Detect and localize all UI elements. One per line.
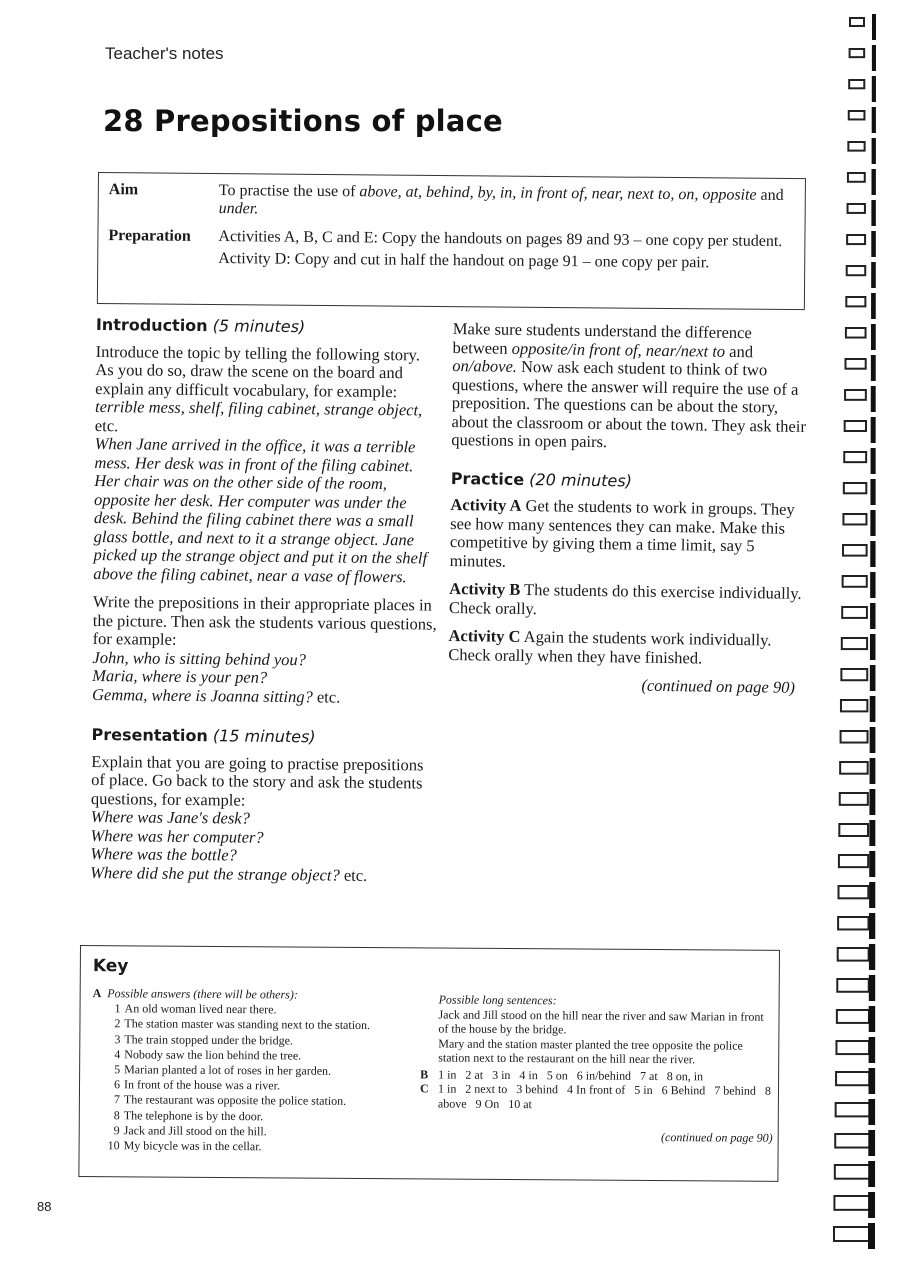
activity-c xyxy=(448,627,803,669)
binding-wire xyxy=(868,1130,875,1156)
key-continued-note: (continued on page 90) xyxy=(660,1130,773,1145)
key-a-item xyxy=(92,1138,442,1156)
introduction-heading-text: Introduction xyxy=(95,315,208,336)
introduction-duration: (5 minutes) xyxy=(212,316,306,337)
binding-ring xyxy=(849,80,864,88)
key-c-letter: C xyxy=(419,1081,429,1096)
question-line xyxy=(90,863,435,885)
key-a-item-text: The station master was standing next to the station. xyxy=(124,1016,371,1033)
key-a-item-number: 9 xyxy=(113,1123,120,1138)
presentation-paragraph xyxy=(90,752,436,885)
binding-ring xyxy=(839,855,868,867)
aim-text-plain: To practise the use of xyxy=(218,182,360,201)
binding-ring xyxy=(844,452,866,462)
practice-heading xyxy=(451,469,806,492)
binding-ring xyxy=(836,1072,869,1085)
presentation-duration: (15 minutes) xyxy=(212,726,316,747)
binding-ring xyxy=(848,204,865,213)
introduction-vocabulary: terrible mess, shelf, filing cabinet, strange object, xyxy=(94,396,423,420)
practice-heading-text: Practice xyxy=(450,468,525,489)
binding-ring xyxy=(844,483,866,493)
binding-wire xyxy=(872,76,876,102)
introduction-etc: etc. xyxy=(94,415,119,435)
binding-ring xyxy=(848,142,864,151)
binding-ring xyxy=(835,1165,870,1179)
key-a-letter: A xyxy=(92,986,102,1001)
presentation-text: Explain that you are going to practise prepositions of place. Go back to the story and ask the students questions, for example: xyxy=(90,751,424,810)
binding-ring xyxy=(842,638,867,649)
aim-label: Aim xyxy=(108,181,139,199)
key-a-item-number: 5 xyxy=(114,1062,121,1077)
presentation-heading xyxy=(92,726,437,748)
key-a-item-text: The train stopped under the bridge. xyxy=(124,1031,294,1048)
binding-wire xyxy=(869,851,875,877)
binding-ring xyxy=(845,359,865,369)
key-a-item-text: Nobody saw the lion behind the tree. xyxy=(124,1047,302,1063)
preparation-row xyxy=(108,227,799,303)
binding-wire xyxy=(869,789,875,815)
intro-continued-text: Make sure students understand the difference between xyxy=(452,319,752,358)
key-a-item-number: 4 xyxy=(114,1047,121,1062)
running-header: Teacher's notes xyxy=(105,44,224,63)
binding-ring xyxy=(839,886,869,898)
binding-wire xyxy=(868,1161,875,1187)
key-a-item-text: In front of the house was a river. xyxy=(123,1077,281,1093)
binding-ring xyxy=(846,328,866,338)
binding-wire xyxy=(870,727,876,753)
introduction-story: When Jane arrived in the office, it was a terrible mess. Her desk was in front of the filing cabinet. Her chair was on the other side of the room, opposite her desk. Her computer was under the desk. Behind the filing cabinet there was a small glass bottle, and next to it a strange object. Jane picked up the strange object and put it on the shelf above the filing cabinet, near a vase of flowers. xyxy=(93,433,428,586)
binding-ring xyxy=(850,49,865,57)
binding-wire xyxy=(871,324,876,350)
introduction-paragraph xyxy=(95,342,441,438)
key-long-sentence: Mary and the station master planted the tree opposite the police station next to the restaurant on the hill near the river. xyxy=(438,1036,743,1067)
practice-duration: (20 minutes) xyxy=(529,469,633,491)
binding-ring xyxy=(837,979,868,992)
activity-a-text: Get the students to work in groups. They see how many sentences they can make. Make this competitive by giving them a time limit, say 5 minutes. xyxy=(449,495,795,571)
binding-wire xyxy=(869,1037,876,1063)
left-column xyxy=(90,316,441,896)
binding-ring xyxy=(841,700,867,711)
key-c-text: 1 in 2 next to 3 behind 4 In front of 5 in 6 Behind 7 behind 8 above 9 On 10 at xyxy=(437,1081,775,1111)
binding-ring xyxy=(841,731,868,743)
key-a-item-number: 3 xyxy=(114,1031,121,1046)
introduction-text: Introduce the topic by telling the following story. As you do so, draw the scene on the board and explain any difficult vocabulary, for example: xyxy=(95,341,420,401)
binding-wire xyxy=(869,913,875,939)
binding-wire xyxy=(869,944,875,970)
binding-ring xyxy=(834,1227,870,1241)
aim-text xyxy=(219,182,794,223)
binding-wire xyxy=(869,820,875,846)
key-a-item-text: The telephone is by the door. xyxy=(123,1107,264,1123)
binding-wire xyxy=(871,386,876,412)
activity-b-text: The students do this exercise individually. Check orally. xyxy=(448,579,802,618)
binding-wire xyxy=(870,696,876,722)
key-a-item-number: 8 xyxy=(113,1107,120,1122)
question-etc: etc. xyxy=(339,865,368,885)
question-etc: etc. xyxy=(312,686,341,707)
question-line: Where was her computer? xyxy=(90,825,264,847)
binding-wire xyxy=(869,1068,876,1094)
introduction-heading xyxy=(96,316,441,338)
key-answers-bc xyxy=(419,992,775,1146)
binding-ring xyxy=(847,235,865,244)
binding-wire xyxy=(868,1192,875,1218)
key-a-list xyxy=(92,1001,443,1155)
presentation-heading-text: Presentation xyxy=(91,724,208,746)
key-long-sentence: Jack and Jill stood on the hill near the river and saw Marian in front of the house by the bridge. xyxy=(438,1007,764,1037)
binding-wire xyxy=(871,169,875,195)
binding-wire xyxy=(868,1099,875,1125)
binding-ring xyxy=(843,514,866,524)
binding-ring xyxy=(841,669,867,680)
binding-ring xyxy=(840,793,868,805)
question-line xyxy=(92,685,437,707)
key-b-letter: B xyxy=(420,1066,429,1081)
binding-wire xyxy=(870,665,876,691)
binding-wire xyxy=(872,45,876,71)
intro-continued-and: and xyxy=(724,341,754,361)
intro-continued-text-2: Now ask each student to think of two questions, where the answer will require the use of a preposition. The questions can be about the story, about the classroom or about the town. They ask their questions in open pairs. xyxy=(451,356,807,452)
binding-ring xyxy=(845,390,866,400)
key-title: Key xyxy=(92,956,129,977)
key-c-line xyxy=(419,1081,775,1113)
continued-note: (continued on page 90) xyxy=(641,675,796,697)
binding-ring xyxy=(847,266,866,275)
page-number: 88 xyxy=(37,1199,52,1214)
key-a-item-number: 6 xyxy=(113,1077,121,1092)
key-a-subtitle: Possible answers (there will be others): xyxy=(107,986,298,1002)
key-b-text: 1 in 2 at 3 in 4 in 5 on 6 in/behind 7 at 8 on, in xyxy=(438,1067,704,1083)
key-a-item-number: 1 xyxy=(114,1001,121,1016)
question-line: Where was the bottle? xyxy=(90,843,237,865)
binding-wire xyxy=(872,14,876,40)
key-a-item-number: 10 xyxy=(107,1138,120,1153)
binding-ring xyxy=(836,1041,869,1054)
binding-ring xyxy=(835,1134,869,1148)
question-line: Where was Jane's desk? xyxy=(90,806,251,828)
binding-wire xyxy=(869,975,875,1001)
key-a-item-text: An old woman lived near there. xyxy=(124,1001,277,1017)
key-long-subtitle: Possible long sentences: xyxy=(438,992,557,1008)
preparation-text xyxy=(218,228,793,273)
aim-text-under: under. xyxy=(218,200,259,218)
right-column xyxy=(448,320,808,697)
binding-ring xyxy=(842,607,867,618)
binding-wire xyxy=(870,634,876,660)
binding-rings xyxy=(834,14,876,1249)
binding-wire xyxy=(871,262,876,288)
binding-wire xyxy=(870,510,875,536)
binding-ring xyxy=(843,545,867,556)
binding-wire xyxy=(871,417,876,443)
binding-ring xyxy=(837,1010,869,1023)
activity-b-label: Activity B xyxy=(449,578,521,599)
binding-wire xyxy=(872,107,876,133)
binding-ring xyxy=(838,917,868,929)
binding-ring xyxy=(843,576,867,587)
binding-ring xyxy=(845,421,866,431)
binding-ring xyxy=(838,948,869,961)
question-line: John, who is sitting behind you? xyxy=(92,647,307,669)
binding-ring xyxy=(848,173,865,182)
binding-ring xyxy=(836,1103,870,1116)
binding-ring xyxy=(840,762,868,774)
aim-row xyxy=(109,181,799,227)
binding-wire xyxy=(871,200,875,226)
activity-b xyxy=(449,580,804,622)
activity-a xyxy=(450,496,806,575)
binding-ring xyxy=(839,824,868,836)
introduction-paragraph-2 xyxy=(92,593,438,708)
binding-wire xyxy=(868,1223,875,1249)
key-a-item-text: Jack and Jill stood on the hill. xyxy=(123,1123,267,1139)
question-text: Where did she put the strange object? xyxy=(90,862,340,885)
activity-a-label: Activity A xyxy=(450,494,522,515)
question-line: Maria, where is your pen? xyxy=(92,665,268,687)
activity-c-label: Activity C xyxy=(448,625,521,646)
binding-wire xyxy=(870,572,875,598)
binding-wire xyxy=(871,355,876,381)
binding-wire xyxy=(870,603,875,629)
intro-continued-italic-2: on/above. xyxy=(452,355,518,376)
aim-text-and: and xyxy=(756,186,784,204)
aim-text-prepositions: above, at, behind, by, in, in front of, near, next to, on, opposite xyxy=(359,183,757,204)
introduction-text-2: Write the prepositions in their appropriate places in the picture. Then ask the students various questions, for example: xyxy=(92,591,437,649)
key-a-item-text: Marian planted a lot of roses in her garden. xyxy=(124,1062,332,1078)
page-title: 28 Prepositions of place xyxy=(103,104,503,138)
binding-wire xyxy=(871,293,876,319)
spiral-binding xyxy=(828,0,899,1263)
key-a-item-text: My bicycle was in the cellar. xyxy=(123,1138,262,1154)
binding-wire xyxy=(871,231,876,257)
key-answers-a xyxy=(92,986,443,1156)
preparation-label: Preparation xyxy=(108,227,191,245)
binding-ring xyxy=(849,111,865,119)
question-text: Gemma, where is Joanna sitting? xyxy=(91,684,313,706)
binding-ring xyxy=(834,1196,869,1210)
binding-wire xyxy=(870,541,875,567)
binding-wire xyxy=(869,882,875,908)
key-box xyxy=(78,945,780,1182)
key-a-item-number: 7 xyxy=(113,1092,120,1107)
activity-c-text: Again the students work individually. Check orally when they have finished. xyxy=(448,626,772,668)
key-a-item-text: The restaurant was opposite the police station. xyxy=(123,1092,347,1109)
aim-preparation-box xyxy=(97,172,806,310)
binding-wire xyxy=(872,138,876,164)
intro-continued-italic: opposite/in front of, near/next to xyxy=(511,338,726,361)
binding-wire xyxy=(869,1006,875,1032)
preparation-line-2: Activity D: Copy and cut in half the handout on page 91 – one copy per pair. xyxy=(218,250,710,272)
binding-ring xyxy=(850,18,864,26)
binding-wire xyxy=(870,479,875,505)
preparation-line-1: Activities A, B, C and E: Copy the handouts on pages 89 and 93 – one copy per student. xyxy=(218,228,783,250)
binding-wire xyxy=(871,448,876,474)
intro-continued-paragraph xyxy=(451,320,808,454)
binding-wire xyxy=(870,758,876,784)
key-a-item-number: 2 xyxy=(114,1016,121,1031)
binding-ring xyxy=(846,297,865,306)
